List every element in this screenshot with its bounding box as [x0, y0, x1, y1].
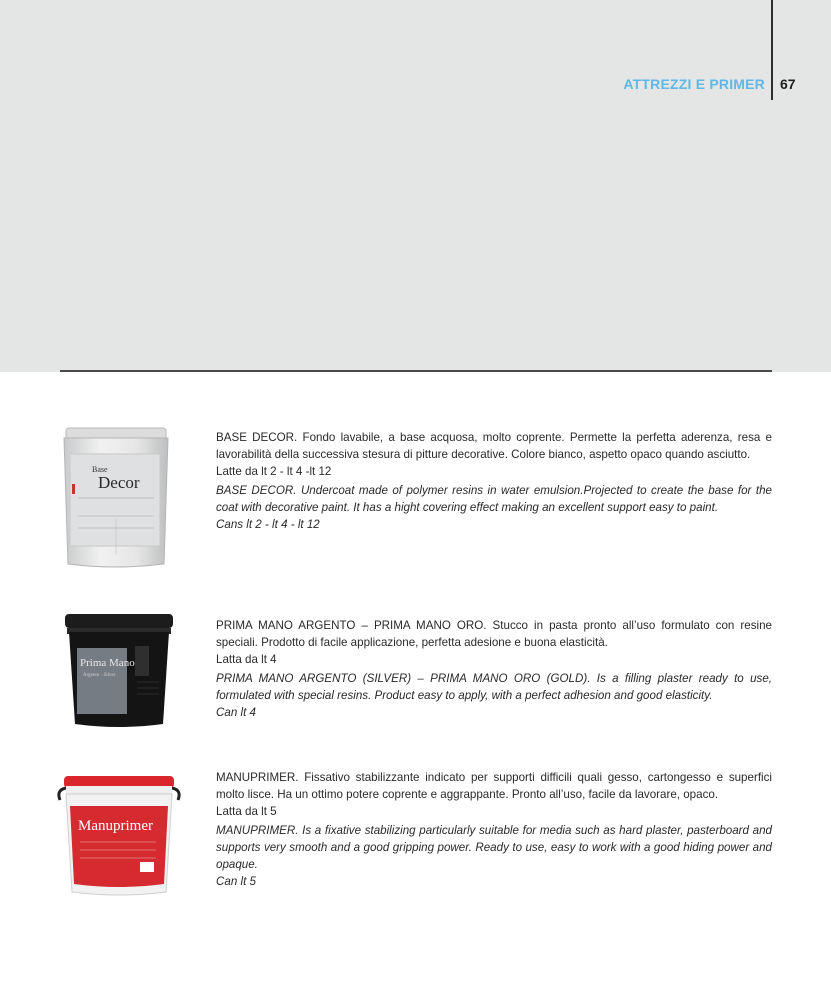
product-description-it: BASE DECOR. Fondo lavabile, a base acquosa, molto coprente. Permette la perfetta aderenza, resa e lavorabilità della successiva stesura di pitture decorative. Colore bianco, aspetto opaco quando asciutto. — [216, 431, 772, 461]
product-description-it: MANUPRIMER. Fissativo stabilizzante indicato per supporti difficili quali gesso, cartongesso e superfici molto lisce. Ha un ottimo potere coprente e aggrappante. Pronto all’uso, facile da lavorare, opaco. — [216, 771, 772, 801]
can-label-large: Manuprimer — [78, 818, 153, 834]
product-packaging-en: Cans lt 2 - lt 4 - lt 12 — [216, 518, 320, 531]
product-packaging-en: Can lt 5 — [216, 875, 256, 888]
content-divider — [60, 370, 772, 372]
product-description-en: PRIMA MANO ARGENTO (SILVER) – PRIMA MANO ORO (GOLD). Is a filling plaster ready to use, formulated with special resins. Product easy to apply, with a perfect adhesion and good elasticity. — [216, 672, 772, 702]
can-label-small: Base — [92, 465, 108, 474]
product-packaging-it: Latta da lt 5 — [216, 805, 277, 818]
can-label-large: Prima Mano — [80, 657, 135, 669]
header-band — [0, 0, 831, 372]
product-description-it: PRIMA MANO ARGENTO – PRIMA MANO ORO. Stucco in pasta pronto all’uso formulato con resine speciali. Prodotto di facile applicazione, perfetta adesione e buona elasticità. — [216, 619, 772, 649]
header-divider-line — [771, 0, 773, 100]
can-label-large: Decor — [98, 473, 140, 492]
manuprimer-can-image — [56, 772, 182, 900]
can-label-small: Argento · Silver — [83, 673, 116, 678]
product-packaging-en: Can lt 4 — [216, 706, 256, 719]
product-packaging-it: Latte da lt 2 - lt 4 -lt 12 — [216, 465, 332, 478]
base-decor-can-image — [56, 424, 182, 574]
product-description-en: MANUPRIMER. Is a fixative stabilizing particularly suitable for media such as hard plaster, pasterboard and supports very smooth and a good gripping power. Ready to use, easy to work with a good hiding power and opaque. — [216, 824, 772, 871]
section-title: ATTREZZI E PRIMER — [623, 76, 765, 92]
product-packaging-it: Latta da lt 4 — [216, 653, 277, 666]
prima-mano-can-image — [56, 612, 182, 732]
page-number: 67 — [780, 76, 796, 92]
product-description-en: BASE DECOR. Undercoat made of polymer resins in water emulsion.Projected to create the base for the coat with decorative paint. It has a hight covering effect making an excellent support easy to paint. — [216, 484, 772, 514]
